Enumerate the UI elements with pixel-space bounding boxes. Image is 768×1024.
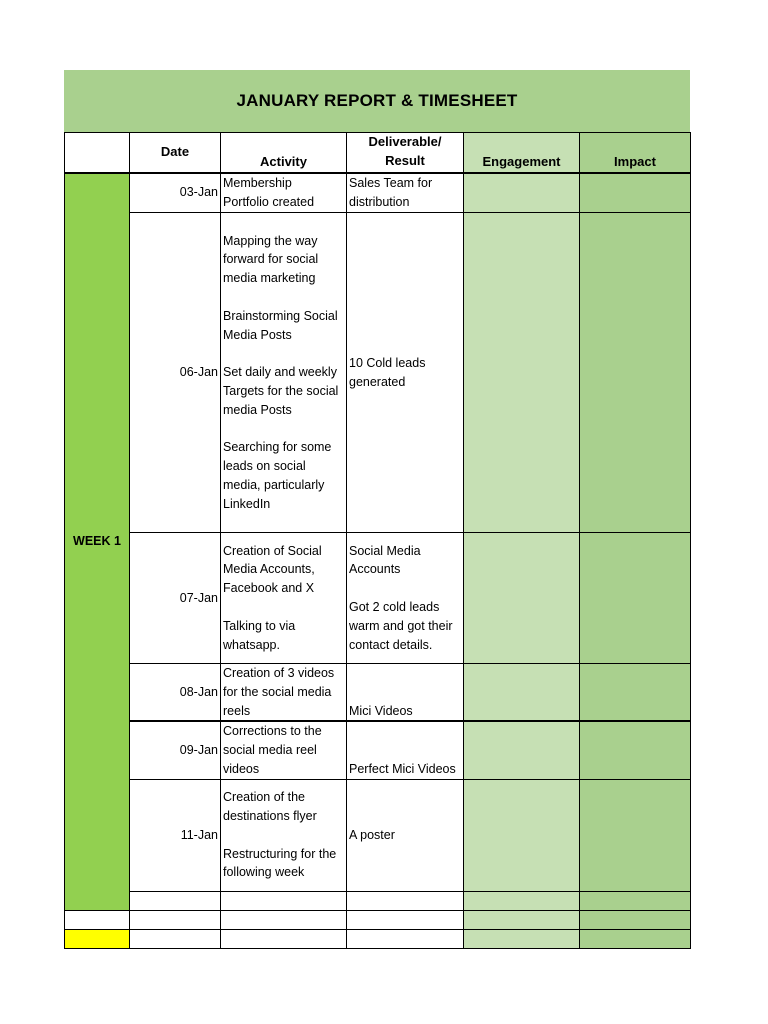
empty-row [65, 891, 691, 910]
header-row [65, 133, 691, 173]
impact-cell [580, 929, 691, 948]
table-row [65, 779, 691, 891]
report-title: JANUARY REPORT & TIMESHEET [64, 70, 690, 132]
impact-cell [580, 664, 691, 722]
header-impact: Impact [580, 133, 691, 173]
impact-cell [580, 173, 691, 213]
deliverable-cell: 10 Cold leads generated [347, 213, 464, 533]
impact-cell [580, 721, 691, 779]
empty-cell [221, 891, 347, 910]
deliverable-cell: Perfect Mici Videos [347, 721, 464, 779]
empty-cell [221, 910, 347, 929]
empty-row [65, 910, 691, 929]
date-cell: 03-Jan [130, 173, 221, 213]
table-row [65, 664, 691, 722]
table-row [65, 721, 691, 779]
header-engagement: Engagement [464, 133, 580, 173]
engagement-cell [464, 891, 580, 910]
impact-cell [580, 533, 691, 664]
header-deliverable: Deliverable/ Result [347, 133, 464, 173]
date-cell: 08-Jan [130, 664, 221, 722]
empty-cell [221, 929, 347, 948]
table-row [65, 173, 691, 213]
empty-cell [347, 929, 464, 948]
activity-cell: Membership Portfolio created [221, 173, 347, 213]
impact-cell [580, 779, 691, 891]
table-row [65, 533, 691, 664]
engagement-cell [464, 213, 580, 533]
activity-cell: Corrections to the social media reel videos [221, 721, 347, 779]
table-row [65, 213, 691, 533]
date-cell: 11-Jan [130, 779, 221, 891]
engagement-cell [464, 929, 580, 948]
empty-cell [130, 891, 221, 910]
activity-cell: Creation of Social Media Accounts, Facebook and X Talking to via whatsapp. [221, 533, 347, 664]
deliverable-cell: Sales Team for distribution [347, 173, 464, 213]
engagement-cell [464, 721, 580, 779]
engagement-cell [464, 173, 580, 213]
empty-cell [130, 910, 221, 929]
header-activity: Activity [221, 133, 347, 173]
activity-cell: Mapping the way forward for social media marketing Brainstorming Social Media Posts Set daily and weekly Targets for the social media Posts Searching for some leads on social media, particularly LinkedIn [221, 213, 347, 533]
date-cell: 09-Jan [130, 721, 221, 779]
yellow-marker-cell [65, 929, 130, 948]
header-week-blank [65, 133, 130, 173]
timesheet-table [64, 132, 691, 949]
activity-cell: Creation of 3 videos for the social media reels [221, 664, 347, 722]
impact-cell [580, 213, 691, 533]
date-cell: 06-Jan [130, 213, 221, 533]
activity-cell: Creation of the destinations flyer Restructuring for the following week [221, 779, 347, 891]
engagement-cell [464, 910, 580, 929]
empty-cell [347, 891, 464, 910]
deliverable-cell: Social Media Accounts Got 2 cold leads warm and got their contact details. [347, 533, 464, 664]
engagement-cell [464, 533, 580, 664]
empty-cell [65, 910, 130, 929]
engagement-cell [464, 779, 580, 891]
impact-cell [580, 891, 691, 910]
header-date: Date [130, 133, 221, 173]
engagement-cell [464, 664, 580, 722]
date-cell: 07-Jan [130, 533, 221, 664]
deliverable-cell: Mici Videos [347, 664, 464, 722]
empty-cell [130, 929, 221, 948]
empty-row [65, 929, 691, 948]
week-label: WEEK 1 [65, 173, 130, 911]
empty-cell [347, 910, 464, 929]
timesheet [64, 70, 690, 949]
impact-cell [580, 910, 691, 929]
deliverable-cell: A poster [347, 779, 464, 891]
